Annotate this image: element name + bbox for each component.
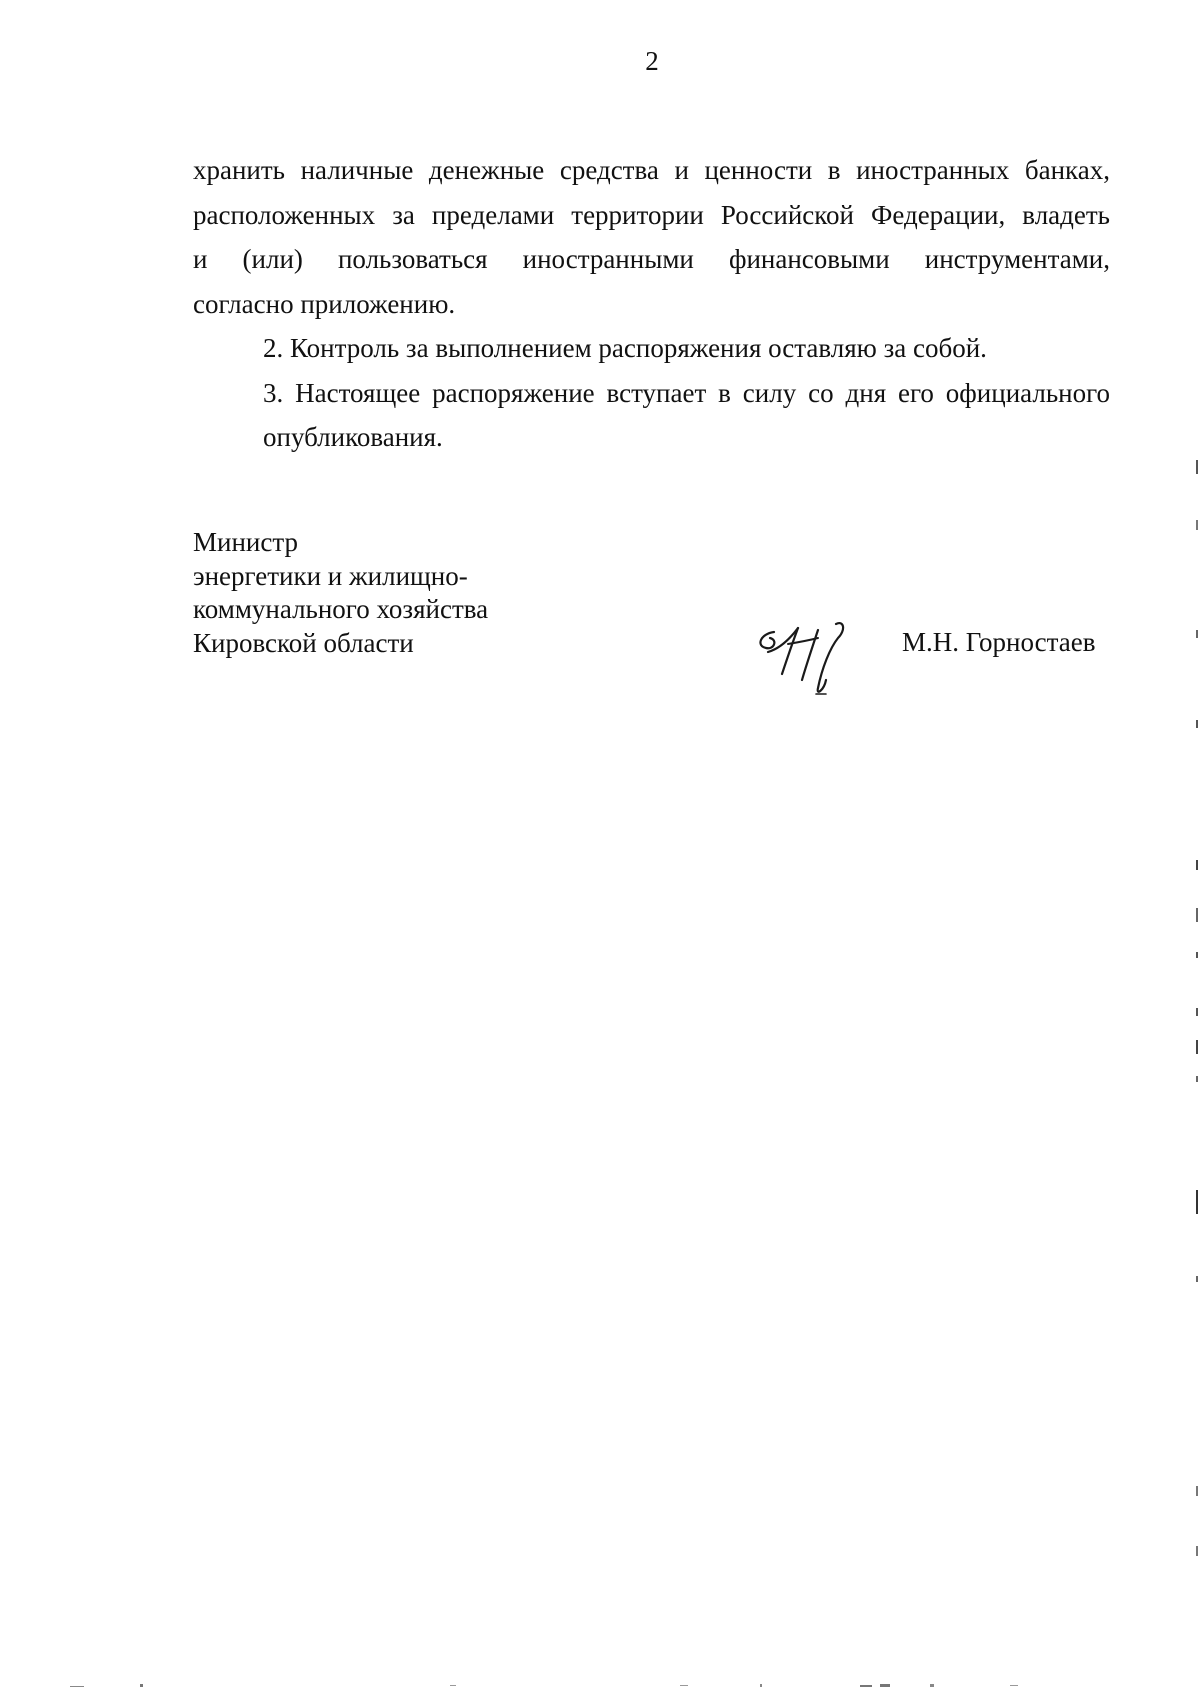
body-line: опубликования. xyxy=(263,422,443,452)
body-line: хранить наличные денежные средства и ценности в иностранных банках, xyxy=(193,155,1110,185)
paragraph-entry-into-force xyxy=(193,371,1110,460)
page-number: 2 xyxy=(645,46,659,76)
document-body xyxy=(193,148,1110,460)
position-line: Кировской области xyxy=(193,627,414,658)
position-line: энергетики и жилищно- xyxy=(193,560,468,591)
handwritten-signature-icon xyxy=(752,618,862,698)
body-line: и (или) пользоваться иностранными финансовыми инструментами, xyxy=(193,244,1110,274)
position-line: Министр xyxy=(193,527,298,557)
scan-edge-marks-icon xyxy=(1192,0,1200,1692)
signatory-position xyxy=(193,526,488,660)
signer-name: М.Н. Горностаев xyxy=(902,627,1096,657)
body-line: согласно приложению. xyxy=(193,288,456,319)
position-line: коммунального хозяйства xyxy=(193,594,489,624)
paragraph-control: 2. Контроль за выполнением распоряжения оставляю за собой. xyxy=(263,333,987,363)
body-line: 3. Настоящее распоряжение вступает в силу со дня его официального xyxy=(263,377,1110,408)
scan-bottom-marks-icon xyxy=(0,1680,1200,1692)
body-line: расположенных за пределами территории Российской Федерации, владеть xyxy=(193,199,1110,230)
paragraph-continuation xyxy=(193,148,1110,326)
